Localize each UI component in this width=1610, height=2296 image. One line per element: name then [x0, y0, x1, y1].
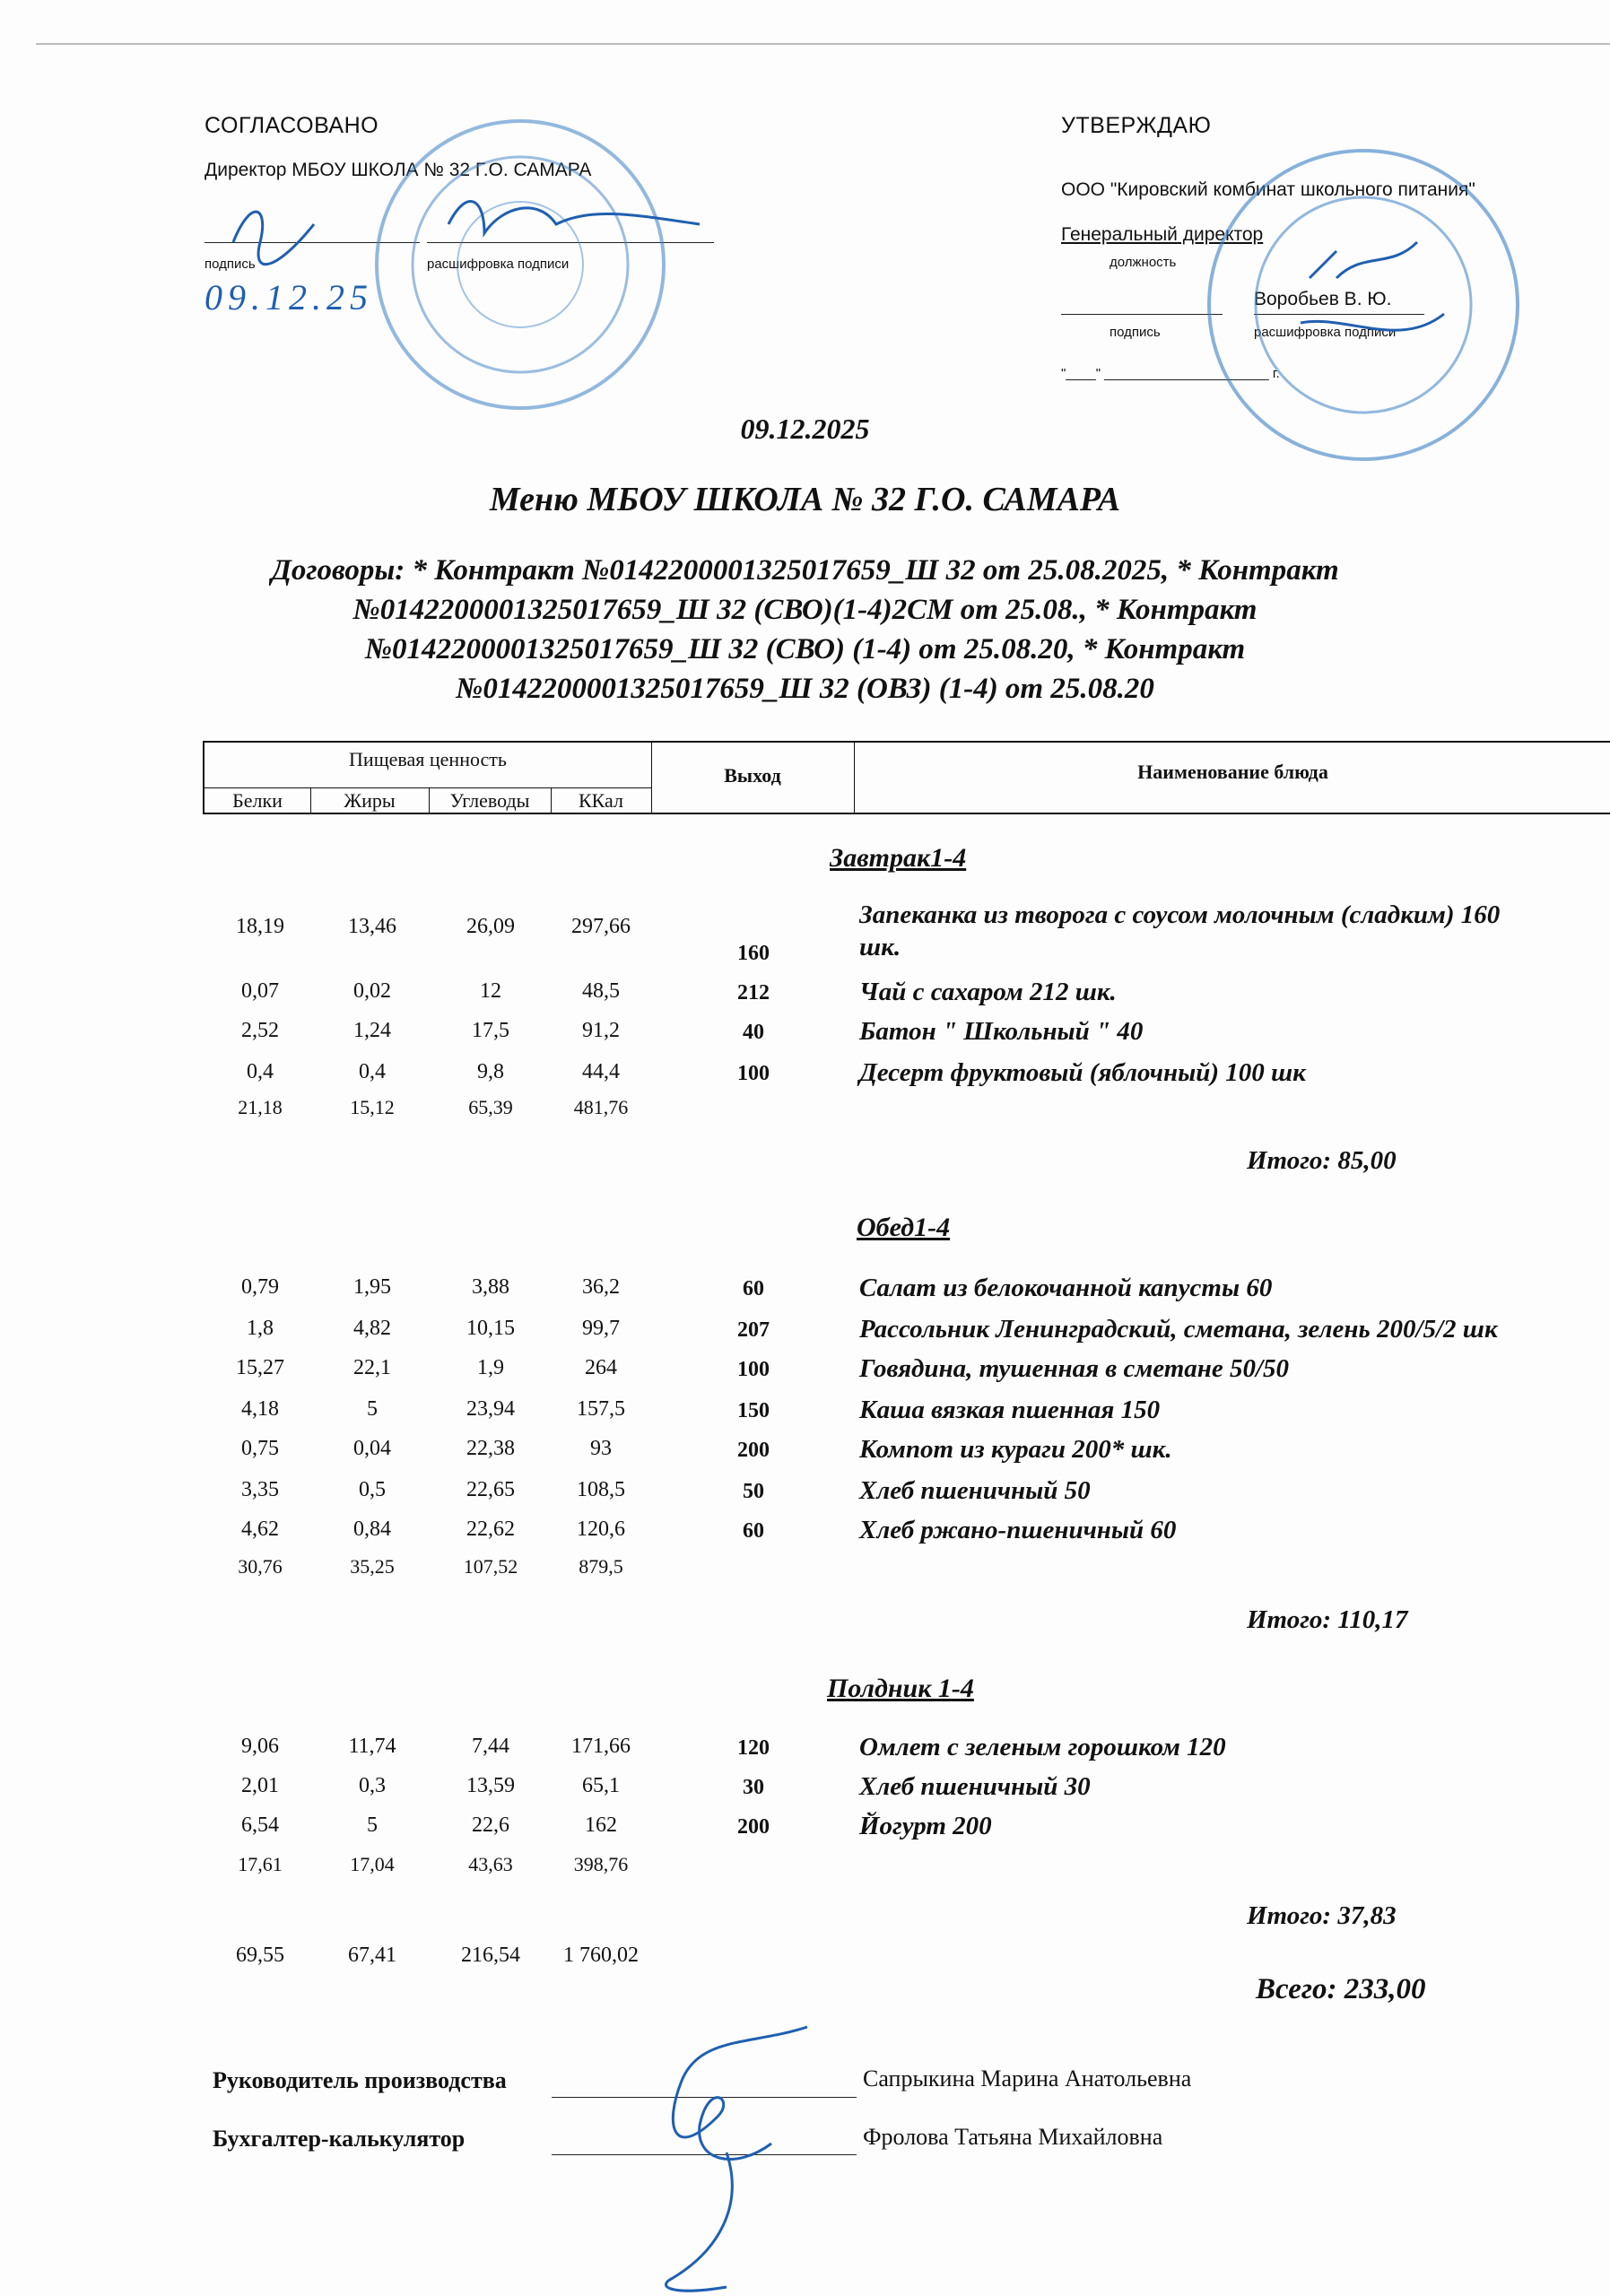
dish-line: Запеканка из творога с соусом молочным (сладким) 160 [859, 900, 1501, 929]
section-total-b: 17,61 [238, 1853, 283, 1875]
section-title: Обед1-4 [857, 1213, 951, 1242]
dish-line: Хлеб пшеничный 30 [859, 1772, 1091, 1801]
grand-total-kcal: 1 760,02 [563, 1944, 639, 1967]
row-b: 9,06 [241, 1735, 279, 1758]
dish-line: Компот из кураги 200* шк. [859, 1435, 1172, 1464]
signature-label-right: подпись [1110, 325, 1161, 340]
row-output: 200 [737, 1815, 770, 1839]
signature-name: Сапрыкина Марина Анатольевна [863, 2066, 1192, 2092]
row-f: 4,82 [353, 1317, 391, 1340]
th-kcal: ККал [579, 789, 623, 812]
row-f: 0,04 [353, 1437, 391, 1460]
dish-line: Десерт фруктовый (яблочный) 100 шк [859, 1058, 1306, 1087]
row-k: 93 [590, 1437, 612, 1460]
contracts-line: №0142200001325017659_Ш 32 (СВО)(1-4)2СМ от 25.08., * Контракт [352, 594, 1258, 626]
dish-line: Батон " Школьный " 40 [859, 1017, 1144, 1046]
row-c: 7,44 [472, 1735, 509, 1758]
row-dish-name [859, 1272, 1610, 1304]
row-output: 200 [737, 1439, 770, 1462]
row-b: 2,52 [241, 1019, 279, 1042]
row-output: 30 [743, 1776, 764, 1799]
row-f: 0,84 [353, 1518, 391, 1541]
section-total-k: 481,76 [573, 1096, 629, 1118]
row-dish-name [859, 1313, 1610, 1345]
th-protein: Белки [232, 789, 283, 812]
row-f: 5 [367, 1397, 378, 1421]
row-dish-name [859, 1770, 1610, 1803]
row-c: 22,6 [472, 1813, 509, 1837]
row-f: 22,1 [353, 1356, 391, 1379]
grand-total-sum: Всего: 233,00 [1256, 1973, 1426, 2005]
table-header [203, 741, 1610, 814]
row-f: 13,46 [348, 915, 396, 938]
row-k: 48,5 [582, 979, 620, 1003]
row-b: 15,27 [236, 1356, 284, 1379]
row-c: 17,5 [472, 1019, 509, 1042]
section-total-f: 15,12 [350, 1096, 395, 1118]
row-output: 100 [737, 1062, 770, 1085]
school-stamp-signature [215, 90, 771, 466]
signature-label-left: подпись [205, 257, 256, 272]
row-output: 160 [737, 942, 770, 965]
grand-total-carbs: 216,54 [461, 1944, 520, 1967]
row-k: 162 [585, 1813, 617, 1837]
row-dish-name [859, 1015, 1610, 1048]
section-total-c: 43,63 [468, 1853, 513, 1875]
row-c: 1,9 [477, 1356, 504, 1379]
row-output: 207 [737, 1318, 770, 1342]
row-b: 18,19 [236, 915, 284, 938]
signature-role: Руководитель производства [213, 2067, 507, 2093]
row-b: 0,75 [241, 1437, 279, 1460]
dish-line: Рассольник Ленинградский, сметана, зелень 200/5/2 шк [859, 1315, 1498, 1344]
row-b: 1,8 [247, 1317, 274, 1340]
row-output: 60 [743, 1519, 764, 1543]
row-f: 0,02 [353, 979, 391, 1003]
section-total-b: 30,76 [238, 1555, 283, 1578]
row-b: 0,07 [241, 979, 279, 1003]
approved-right-org: ООО "Кировский комбинат школьного питания" [1061, 179, 1475, 200]
dish-line: Йогурт 200 [859, 1812, 992, 1840]
section-itogo: Итого: 37,83 [1247, 1901, 1397, 1930]
row-k: 297,66 [571, 915, 631, 938]
row-dish-name [859, 899, 1610, 963]
row-b: 0,4 [247, 1060, 274, 1083]
approved-right-title: УТВЕРЖДАЮ [1061, 113, 1212, 138]
row-output: 100 [737, 1358, 770, 1381]
row-dish-name [859, 1474, 1610, 1507]
section-total-c: 107,52 [463, 1555, 518, 1578]
handwritten-signature [619, 2009, 852, 2296]
decoding-label-right: расшифровка подписи [1254, 325, 1397, 340]
section-total-b: 21,18 [238, 1096, 283, 1118]
decoding-label-left: расшифровка подписи [427, 257, 570, 272]
dish-line: Чай с сахаром 212 шк. [859, 978, 1117, 1006]
approved-left-position: Директор МБОУ ШКОЛА № 32 Г.О. САМАРА [205, 160, 592, 180]
row-c: 9,8 [477, 1060, 504, 1083]
row-output: 40 [743, 1021, 764, 1044]
document-date: 09.12.2025 [740, 413, 870, 445]
approved-right-position: Генеральный директор [1061, 224, 1264, 245]
row-output: 150 [737, 1399, 770, 1422]
approved-left-title: СОГЛАСОВАНО [205, 113, 379, 138]
section-total-k: 398,76 [573, 1853, 629, 1875]
row-dish-name [859, 1514, 1610, 1546]
handwritten-date: 09.12.25 [205, 277, 373, 317]
row-k: 171,66 [571, 1735, 631, 1758]
section-total-f: 17,04 [350, 1853, 395, 1875]
contracts-line: Договоры: * Контракт №0142200001325017659_Ш 32 от 25.08.2025, * Контракт [271, 554, 1339, 587]
contracts-line: №0142200001325017659_Ш 32 (СВО) (1-4) от 25.08.20, * Контракт [364, 633, 1246, 665]
row-k: 157,5 [577, 1397, 625, 1421]
row-b: 3,35 [241, 1478, 279, 1501]
row-output: 50 [743, 1480, 764, 1503]
section-title: Завтрак1-4 [830, 843, 967, 873]
row-b: 4,18 [241, 1397, 279, 1421]
row-f: 11,74 [348, 1735, 396, 1758]
row-k: 44,4 [582, 1060, 620, 1083]
row-dish-name [859, 1352, 1610, 1385]
row-c: 13,59 [466, 1774, 515, 1797]
row-dish-name [859, 1433, 1610, 1465]
row-c: 3,88 [472, 1275, 509, 1299]
row-c: 22,65 [466, 1478, 515, 1501]
th-carbs: Углеводы [449, 789, 530, 812]
row-dish-name [859, 1731, 1610, 1763]
grand-total-protein: 69,55 [236, 1944, 284, 1967]
section-total-c: 65,39 [468, 1096, 513, 1118]
grand-total-fat: 67,41 [348, 1944, 396, 1967]
th-output: Выход [724, 764, 781, 787]
row-k: 108,5 [577, 1478, 625, 1501]
signature-line-right [1061, 314, 1223, 315]
row-k: 264 [585, 1356, 617, 1379]
section-total-k: 879,5 [579, 1555, 623, 1578]
signature-role: Бухгалтер-калькулятор [213, 2126, 466, 2152]
contracts-line: №0142200001325017659_Ш 32 (ОВЗ) (1-4) от 25.08.20 [456, 673, 1154, 705]
position-label: должность [1110, 255, 1177, 270]
th-fat: Жиры [344, 789, 396, 812]
row-k: 120,6 [577, 1518, 625, 1541]
top-rule [36, 43, 1610, 45]
right-signer: Воробьев В. Ю. [1254, 289, 1392, 309]
row-k: 36,2 [582, 1275, 620, 1299]
section-title: Полдник 1-4 [827, 1674, 974, 1703]
section-total-f: 35,25 [350, 1555, 395, 1578]
row-output: 120 [737, 1736, 770, 1760]
row-c: 26,09 [466, 915, 515, 938]
row-f: 0,4 [359, 1060, 386, 1083]
row-b: 6,54 [241, 1813, 279, 1837]
th-nutrition: Пищевая ценность [349, 748, 507, 770]
row-k: 99,7 [582, 1317, 620, 1340]
row-c: 22,62 [466, 1518, 515, 1541]
dish-line: Каша вязкая пшенная 150 [859, 1396, 1161, 1424]
row-dish-name [859, 1057, 1610, 1089]
dish-line: шк. [859, 933, 901, 961]
row-c: 22,38 [466, 1437, 515, 1460]
dish-line: Салат из белокочанной капусты 60 [859, 1274, 1273, 1302]
row-f: 1,24 [353, 1019, 391, 1042]
row-k: 91,2 [582, 1019, 620, 1042]
row-c: 23,94 [466, 1397, 515, 1421]
section-itogo: Итого: 110,17 [1247, 1605, 1408, 1634]
th-dish: Наименование блюда [1137, 761, 1328, 783]
row-k: 65,1 [582, 1774, 620, 1797]
dish-line: Хлеб пшеничный 50 [859, 1476, 1091, 1505]
row-dish-name [859, 976, 1610, 1008]
row-f: 0,5 [359, 1478, 386, 1501]
section-itogo: Итого: 85,00 [1247, 1146, 1397, 1175]
date-template: "____" ______________________ г. [1061, 366, 1280, 381]
row-output: 212 [737, 981, 770, 1004]
dish-line: Омлет с зеленым горошком 120 [859, 1733, 1226, 1761]
row-b: 0,79 [241, 1275, 279, 1299]
row-dish-name [859, 1394, 1610, 1426]
signature-name: Фролова Татьяна Михайловна [863, 2124, 1163, 2150]
row-output: 60 [743, 1277, 764, 1300]
row-dish-name [859, 1810, 1610, 1842]
dish-line: Говядина, тушенная в сметане 50/50 [859, 1354, 1290, 1383]
row-f: 0,3 [359, 1774, 386, 1797]
contracts-block [0, 551, 1610, 709]
row-f: 1,95 [353, 1275, 391, 1299]
row-f: 5 [367, 1813, 378, 1837]
document-title: Меню МБОУ ШКОЛА № 32 Г.О. САМАРА [489, 481, 1121, 518]
dish-line: Хлеб ржано-пшеничный 60 [859, 1516, 1177, 1544]
row-b: 2,01 [241, 1774, 279, 1797]
row-c: 12 [480, 979, 501, 1003]
row-b: 4,62 [241, 1518, 279, 1541]
row-c: 10,15 [466, 1317, 515, 1340]
